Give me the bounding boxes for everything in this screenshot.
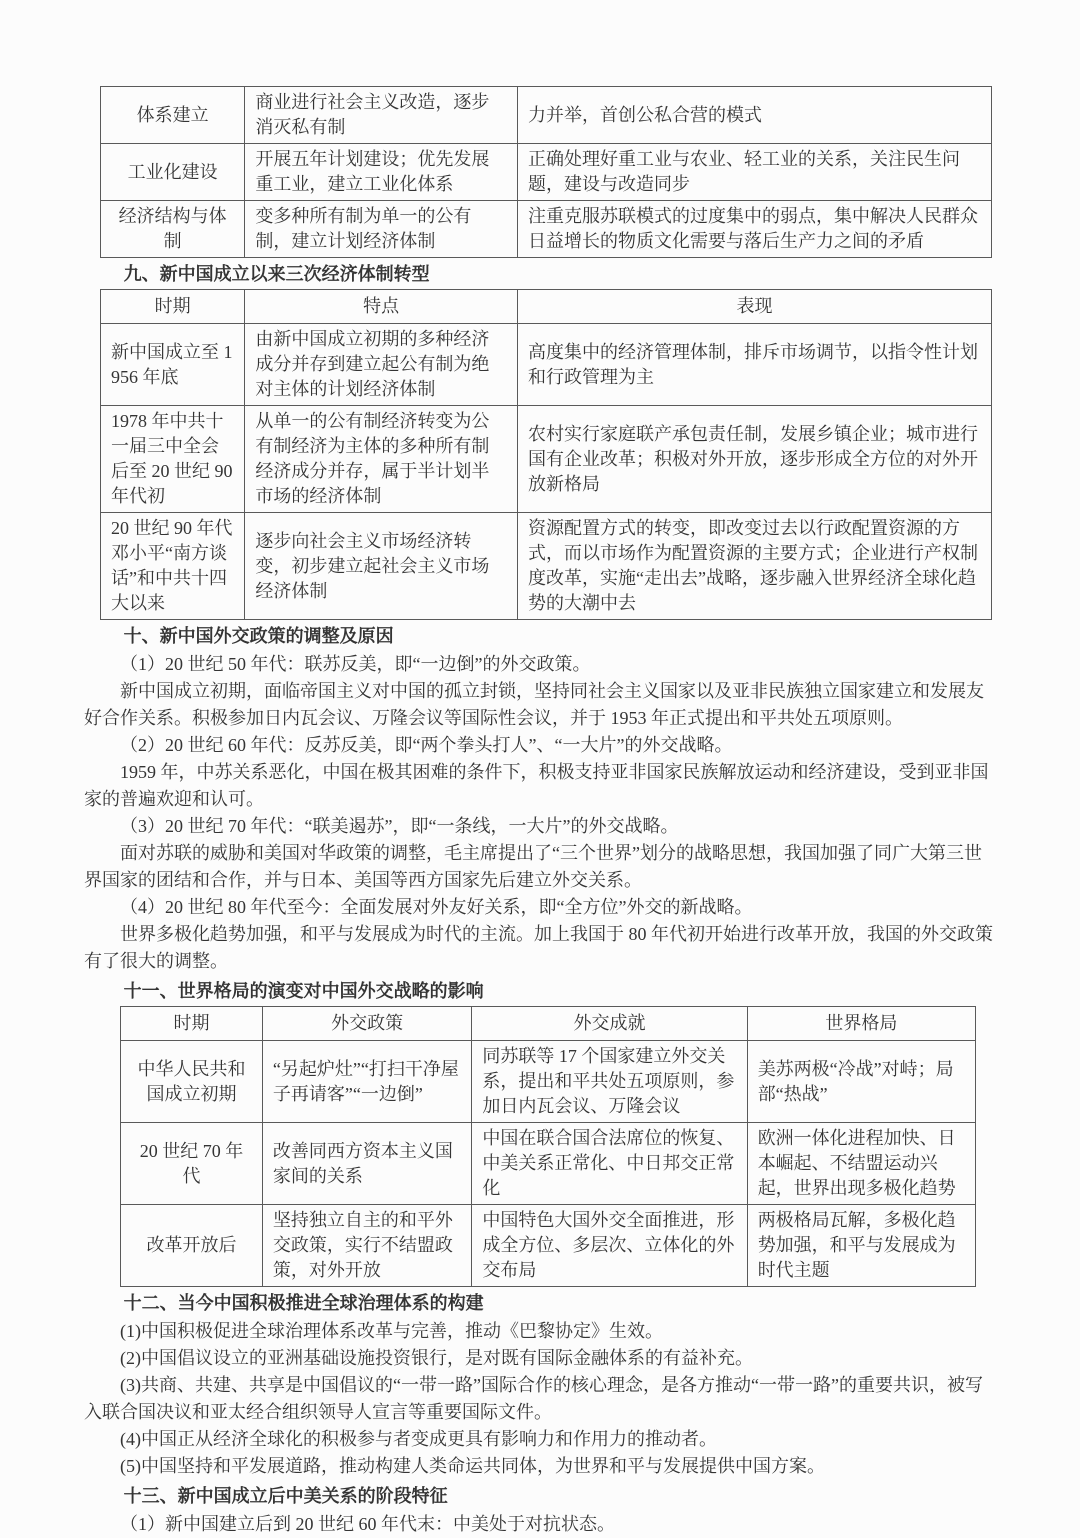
cell-feature: 从单一的公有制经济转变为公有制经济为主体的多种所有制经济成分并存，属于半计划半市场的经济体制 [245,406,518,513]
cell-feature: 正确处理好重工业与农业、轻工业的关系，关注民生问题，建设与改造同步 [517,144,991,201]
column-header-manifestation: 表现 [517,290,991,324]
table-row [121,1123,976,1205]
table-row [121,1041,976,1123]
paragraph: 世界多极化趋势加强，和平与发展成为时代的主流。加上我国于 80 年代初开始进行改革开放，我国的外交政策有了很大的调整。 [84,924,993,971]
list-item: (4)中国正从经济全球化的积极参与者变成更具有影响力和作用力的推动者。 [120,1429,717,1449]
section-13-heading: 十三、新中国成立后中美关系的阶段特征 [123,1486,448,1506]
column-header-feature: 特点 [245,290,518,324]
cell-achievement: 中国在联合国合法席位的恢复、中美关系正常化、中日邦交正常化 [472,1123,747,1205]
cell-measure: 开展五年计划建设；优先发展重工业，建立工业化体系 [245,144,518,201]
cell-policy: 改善同西方资本主义国家间的关系 [262,1123,471,1205]
table-row [101,324,992,406]
cell-measure: 商业进行社会主义改造，逐步消灭私有制 [245,87,518,144]
column-header-world-pattern: 世界格局 [747,1007,975,1041]
cell-feature: 力并举，首创公私合营的模式 [517,87,991,144]
cell-period: 1978 年中共十一届三中全会后至 20 世纪 90 年代初 [101,406,245,513]
cell-manifestation: 农村实行家庭联产承包责任制，发展乡镇企业；城市进行国有企业改革；积极对外开放，逐步形成全方位的对外开放新格局 [517,406,991,513]
cell-manifestation: 高度集中的经济管理体制，排斥市场调节，以指令性计划和行政管理为主 [517,324,991,406]
column-header-achievement: 外交成就 [472,1007,747,1041]
paragraph: （4）20 世纪 80 年代至今：全面发展对外友好关系，即“全方位”外交的新战略。 [120,897,753,917]
world-pattern-diplomacy-table [120,1006,976,1287]
cell-period: 改革开放后 [121,1205,263,1287]
table-row [101,513,992,620]
list-item: (1)中国积极促进全球治理体系改革与完善，推动《巴黎协定》生效。 [120,1321,663,1341]
paragraph: （1）20 世纪 50 年代：联苏反美，即“一边倒”的外交政策。 [120,654,591,674]
section-11-heading: 十一、世界格局的演变对中国外交战略的影响 [123,981,484,1001]
cell-measure: 变多种所有制为单一的公有制，建立计划经济体制 [245,201,518,258]
column-header-period: 时期 [101,290,245,324]
table-row [101,406,992,513]
table-row [121,1205,976,1287]
cell-period: 20 世纪 70 年代 [121,1123,263,1205]
cell-period: 20 世纪 90 年代邓小平“南方谈话”和中共十四大以来 [101,513,245,620]
cell-period: 中华人民共和国成立初期 [121,1041,263,1123]
column-header-policy: 外交政策 [262,1007,471,1041]
cell-feature: 注重克服苏联模式的过度集中的弱点，集中解决人民群众日益增长的物质文化需要与落后生产力之间的矛盾 [517,201,991,258]
list-item: （1）新中国建立后到 20 世纪 60 年代末：中美处于对抗状态。 [120,1514,615,1534]
paragraph: （3）20 世纪 70 年代：“联美遏苏”，即“一条线，一大片”的外交战略。 [120,816,679,836]
cell-feature: 逐步向社会主义市场经济转变，初步建立起社会主义市场经济体制 [245,513,518,620]
section-10-heading: 十、新中国外交政策的调整及原因 [123,626,394,646]
table-row [101,144,992,201]
cell-achievement: 同苏联等 17 个国家建立外交关系，提出和平共处五项原则，参加日内瓦会议、万隆会议 [472,1041,747,1123]
table-row [101,87,992,144]
list-item: (2)中国倡议设立的亚洲基础设施投资银行，是对既有国际金融体系的有益补充。 [120,1348,753,1368]
row-label: 工业化建设 [101,144,245,201]
table-row [101,201,992,258]
cell-world-pattern: 两极格局瓦解，多极化趋势加强，和平与发展成为时代主题 [747,1205,975,1287]
section-9-heading: 九、新中国成立以来三次经济体制转型 [123,264,430,284]
row-label: 经济结构与体制 [101,201,245,258]
section-12-heading: 十二、当今中国积极推进全球治理体系的构建 [123,1293,484,1313]
paragraph: （2）20 世纪 60 年代：反苏反美，即“两个拳头打人”、“一大片”的外交战略。 [120,735,733,755]
cell-manifestation: 资源配置方式的转变，即改变过去以行政配置资源的方式，而以市场作为配置资源的主要方式；企业进行产权制度改革，实施“走出去”战略，逐步融入世界经济全球化趋势的大潮中去 [517,513,991,620]
table-header-row [101,290,992,324]
cell-achievement: 中国特色大国外交全面推进，形成全方位、多层次、立体化的外交布局 [472,1205,747,1287]
list-item: (5)中国坚持和平发展道路，推动构建人类命运共同体，为世界和平与发展提供中国方案。 [120,1456,825,1476]
paragraph: 1959 年，中苏关系恶化，中国在极其困难的条件下，积极支持亚非国家民族解放运动和经济建设，受到亚非国家的普遍欢迎和认可。 [84,762,989,809]
cell-world-pattern: 欧洲一体化进程加快、日本崛起、不结盟运动兴起，世界出现多极化趋势 [747,1123,975,1205]
row-label: 体系建立 [101,87,245,144]
paragraph: 新中国成立初期，面临帝国主义对中国的孤立封锁，坚持同社会主义国家以及亚非民族独立国家建立和发展友好合作关系。积极参加日内瓦会议、万隆会议等国际性会议，并于 1953 年正式提出和平共处五项原则。 [84,681,984,728]
cell-world-pattern: 美苏两极“冷战”对峙；局部“热战” [747,1041,975,1123]
table-header-row [121,1007,976,1041]
cell-period: 新中国成立至 1956 年底 [101,324,245,406]
column-header-period: 时期 [121,1007,263,1041]
cell-feature: 由新中国成立初期的多种经济成分并存到建立起公有制为绝对主体的计划经济体制 [245,324,518,406]
economy-construction-table [100,86,992,258]
list-item: (3)共商、共建、共享是中国倡议的“一带一路”国际合作的核心理念，是各方推动“一带一路”的重要共识，被写入联合国决议和亚太经合组织领导人宣言等重要国际文件。 [84,1375,983,1422]
cell-policy: 坚持独立自主的和平外交政策，实行不结盟政策，对外开放 [262,1205,471,1287]
paragraph: 面对苏联的威胁和美国对华政策的调整，毛主席提出了“三个世界”划分的战略思想，我国加强了同广大第三世界国家的团结和合作，并与日本、美国等西方国家先后建立外交关系。 [84,843,982,890]
economic-system-transition-table [100,289,992,620]
cell-policy: “另起炉灶”“打扫干净屋子再请客”“一边倒” [262,1041,471,1123]
